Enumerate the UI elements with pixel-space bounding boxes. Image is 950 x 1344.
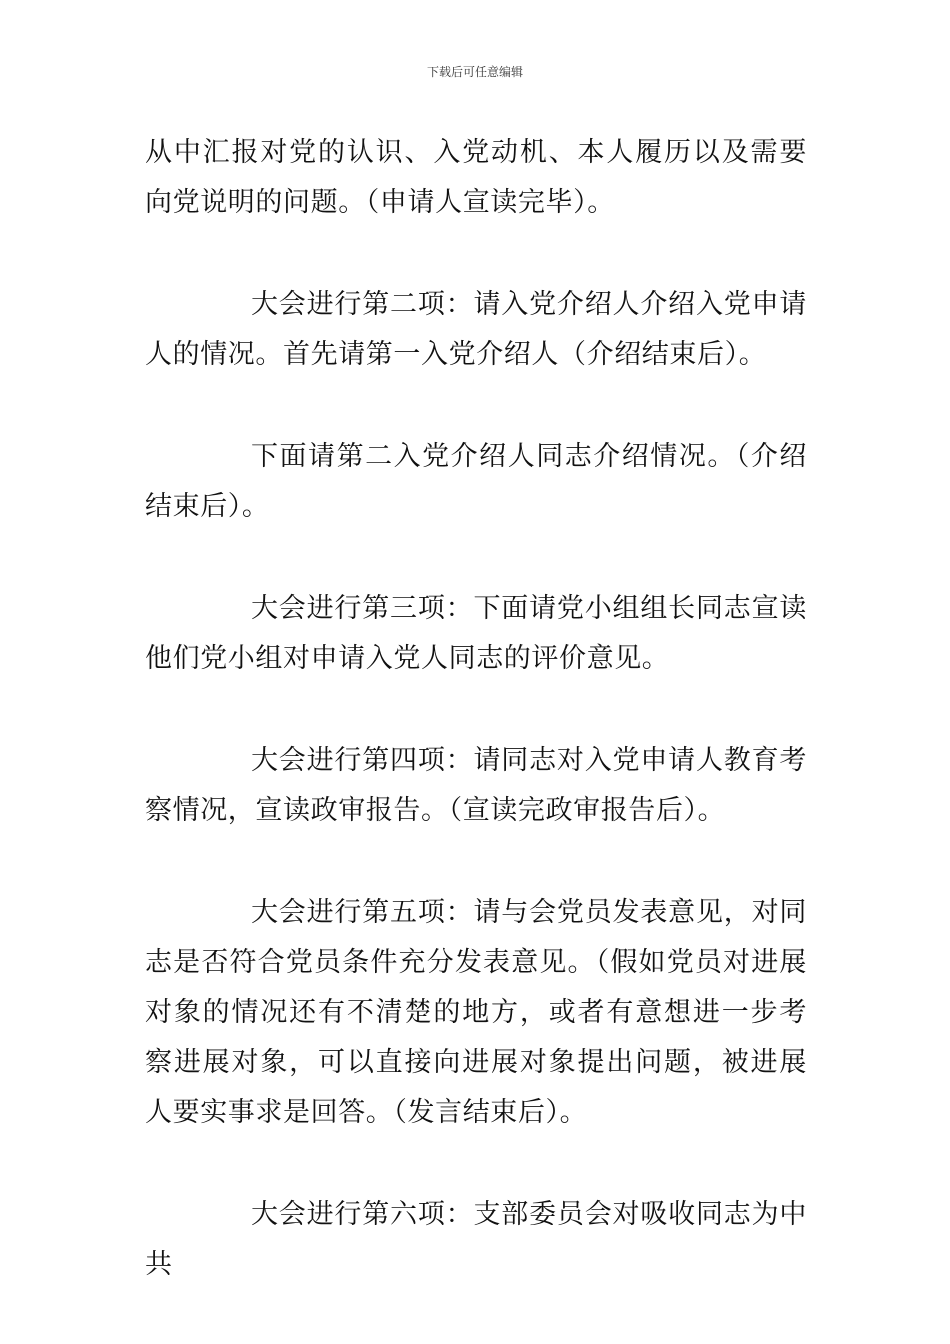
paragraph-item-2: 大会进行第二项：请入党介绍人介绍入党申请人的情况。首先请第一入党介绍人（介绍结束后）。 [145, 289, 807, 370]
paragraph-item-4: 大会进行第四项：请同志对入党申请人教育考察情况，宣读政审报告。（宣读完政审报告后）。 [145, 745, 807, 826]
paragraph-item-3: 大会进行第三项：下面请党小组组长同志宣读他们党小组对申请入党人同志的评价意见。 [145, 593, 807, 674]
paragraph-second-introducer: 下面请第二入党介绍人同志介绍情况。（介绍结束后）。 [145, 441, 807, 522]
paragraph-item-5: 大会进行第五项：请与会党员发表意见，对同志是否符合党员条件充分发表意见。（假如党员对进展对象的情况还有不清楚的地方，或者有意想进一步考察进展对象，可以直接向进展对象提出问题，被进展人要实事求是回答。（发言结束后）。 [145, 897, 807, 1128]
paragraph-item-6: 大会进行第六项：支部委员会对吸收同志为中共 [145, 1199, 807, 1280]
paragraph-continuation: 从中汇报对党的认识、入党动机、本人履历以及需要向党说明的问题。（申请人宣读完毕）。 [145, 137, 807, 218]
document-body [145, 128, 807, 1342]
page-header: 下载后可任意编辑 [426, 65, 523, 79]
